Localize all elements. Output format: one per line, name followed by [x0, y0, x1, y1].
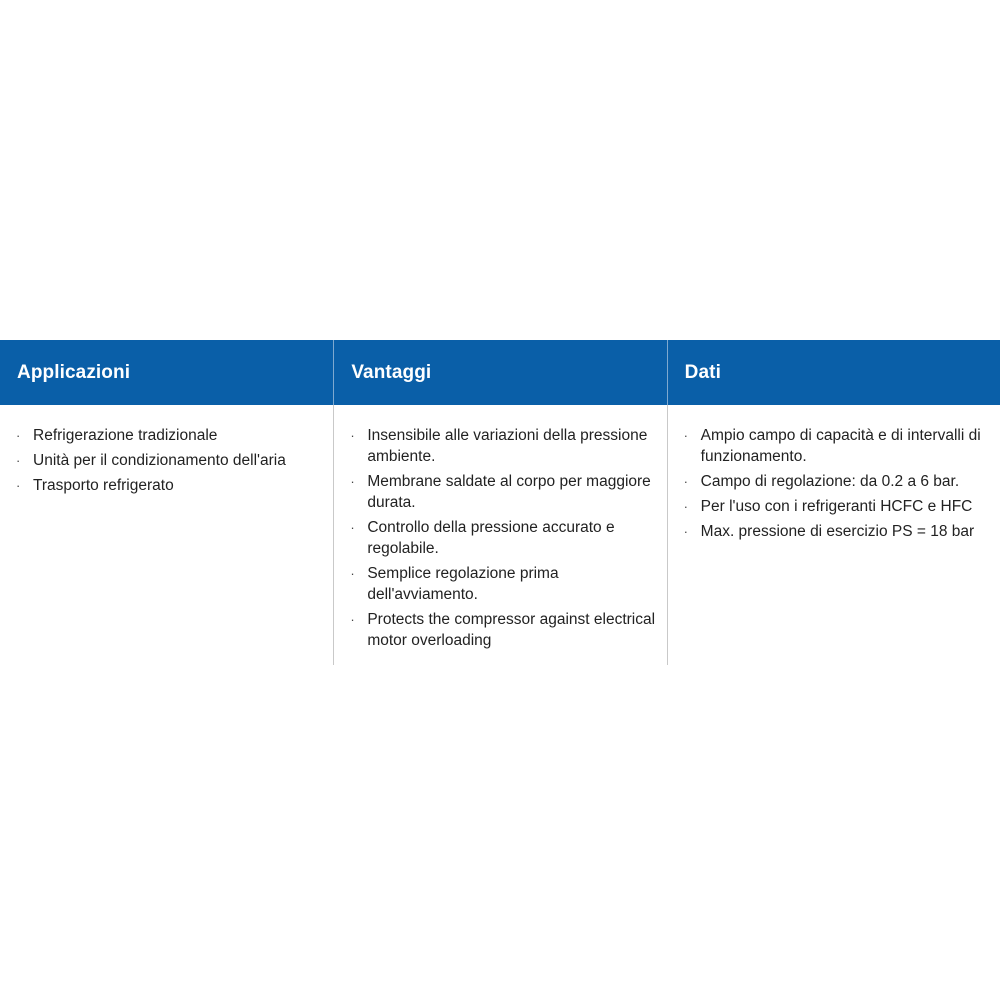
bullet-icon: ·	[350, 474, 355, 489]
bullet-icon: ·	[683, 428, 688, 443]
bullet-icon: ·	[683, 474, 688, 489]
bullet-icon: ·	[16, 428, 21, 443]
list-item	[684, 521, 990, 542]
list-item	[350, 471, 656, 513]
applicazioni-list	[16, 425, 323, 496]
header-applicazioni: Applicazioni	[17, 361, 131, 383]
list-item	[350, 563, 656, 605]
list-item-text: Ampio campo di capacità e di intervalli di funzionamento.	[700, 427, 981, 465]
bullet-icon: ·	[350, 428, 355, 443]
list-item	[684, 496, 990, 517]
list-item-text: Semplice regolazione prima dell'avviamento.	[367, 565, 559, 603]
list-item-text: Membrane saldate al corpo per maggiore durata.	[367, 473, 651, 511]
vantaggi-list	[350, 425, 656, 651]
list-item	[16, 475, 323, 496]
column-dati	[667, 405, 1000, 665]
bullet-icon: ·	[683, 499, 688, 514]
list-item-text: Protects the compressor against electrical motor overloading	[367, 611, 656, 649]
list-item-text: Max. pressione di esercizio PS = 18 bar	[700, 523, 975, 540]
list-item	[684, 425, 990, 467]
bullet-icon: ·	[683, 524, 688, 539]
bullet-icon: ·	[350, 566, 355, 581]
bullet-icon: ·	[350, 612, 355, 627]
list-item-text: Unità per il condizionamento dell'aria	[33, 452, 286, 469]
table-body-row	[0, 405, 1000, 665]
list-item	[350, 425, 656, 467]
list-item-text: Campo di regolazione: da 0.2 a 6 bar.	[700, 473, 960, 490]
list-item-text: Controllo della pressione accurato e regolabile.	[367, 519, 615, 557]
dati-list	[684, 425, 990, 542]
table-header-row	[0, 340, 1000, 405]
header-vantaggi: Vantaggi	[333, 340, 666, 405]
bullet-icon: ·	[16, 453, 21, 468]
bullet-icon: ·	[350, 520, 355, 535]
bullet-icon: ·	[16, 478, 21, 493]
list-item	[350, 609, 656, 651]
list-item-text: Refrigerazione tradizionale	[33, 427, 218, 444]
list-item	[684, 471, 990, 492]
column-applicazioni	[0, 405, 333, 665]
column-vantaggi	[333, 405, 666, 665]
list-item-text: Per l'uso con i refrigeranti HCFC e HFC	[700, 498, 973, 515]
feature-table	[0, 340, 1000, 665]
list-item-text: Trasporto refrigerato	[33, 477, 174, 494]
list-item	[16, 425, 323, 446]
list-item-text: Insensibile alle variazioni della pressione ambiente.	[367, 427, 648, 465]
list-item	[350, 517, 656, 559]
list-item	[16, 450, 323, 471]
header-dati: Dati	[667, 340, 1000, 405]
